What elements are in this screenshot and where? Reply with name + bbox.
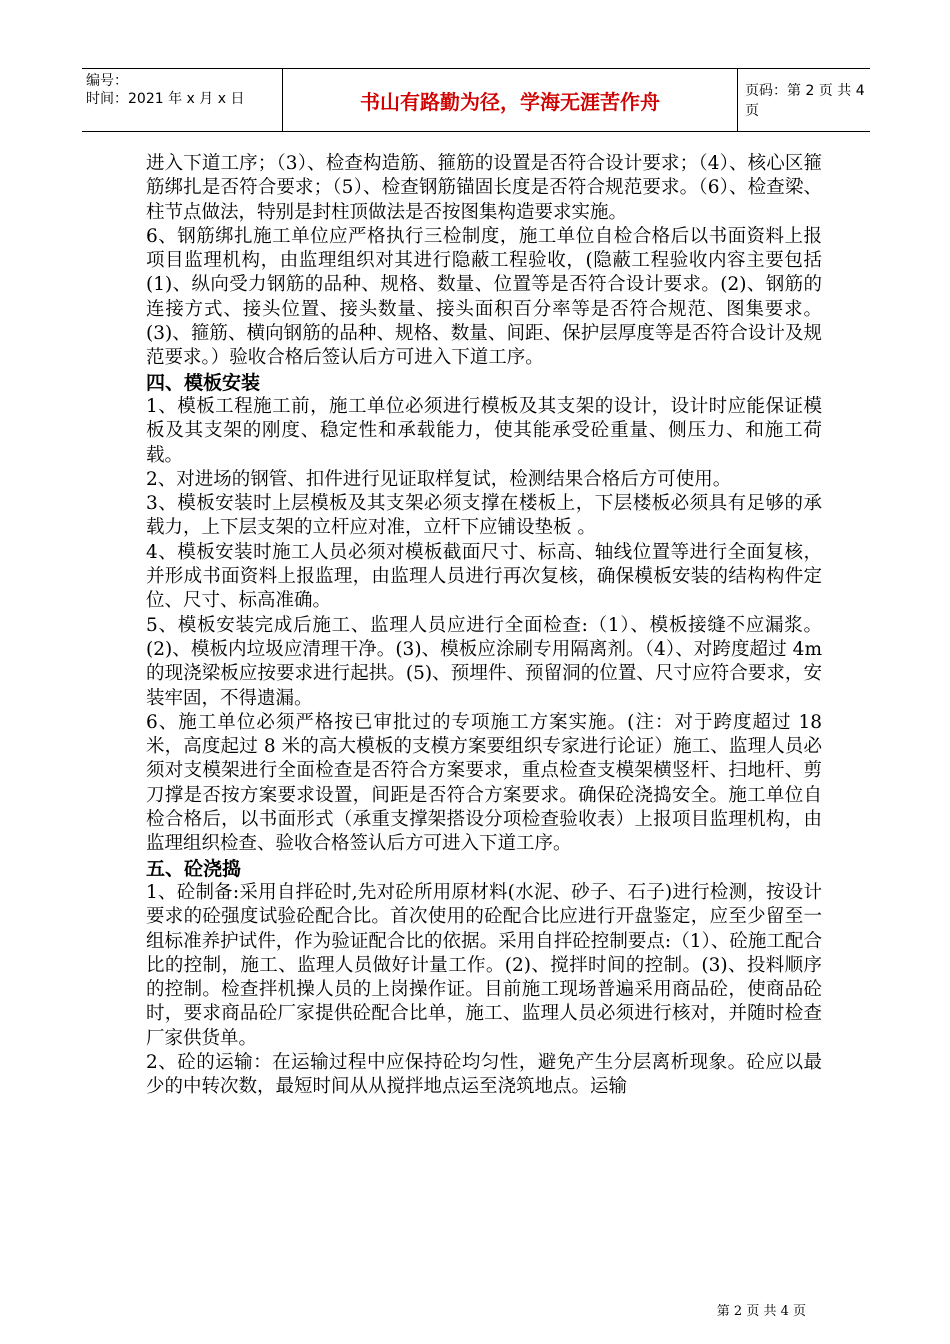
document-number-label: 编号：: [86, 73, 128, 89]
header-motto: 书山有路勤为径，学海无涯苦作舟: [282, 69, 738, 131]
paragraph: 6、施工单位必须严格按已审批过的专项施工方案实施。(注：对于跨度超过 18 米，高度起过 8 米的高大模板的支模方案要组织专家进行论证）施工、监理人员必须对支模架进行全面检查是否符合方案要求，重点检查支模架横竖杆、扫地杆、剪刀撑是否按方案要求设置，间距是否符合方案要求。确保砼浇捣安全。施工单位自检合格后，以书面形式（承重支撑架搭设分项检查验收表）上报项目监理机构，由监理组织检查、验收合格签认后方可进入下道工序。: [146, 711, 822, 855]
paragraph: 2、砼的运输：在运输过程中应保持砼均匀性，避免产生分层离析现象。砼应以最少的中转次数，最短时间从从搅拌地点运至浇筑地点。运输: [146, 1051, 822, 1098]
paragraph: 5、模板安装完成后施工、监理人员应进行全面检查:（1）、模板接缝不应漏浆。(2)、模板内垃圾应清理干净。(3)、模板应涂刷专用隔离剂。（4）、对跨度超过 4m 的现浇梁板应按要求进行起拱。(5)、预埋件、预留洞的位置、尺寸应符合要求，安装牢固，不得遗漏。: [146, 614, 822, 709]
document-body: [146, 152, 822, 1100]
section-heading: 五、砼浇捣: [146, 857, 242, 880]
paragraph: 1、砼制备:采用自拌砼时,先对砼所用原材料(水泥、砂子、石子)进行检测，按设计要求的砼强度试验砼配合比。首次使用的砼配合比应进行开盘鉴定，应至少留至一组标准养护试件，作为验证配合比的依据。采用自拌砼控制要点:（1）、砼施工配合比的控制，施工、监理人员做好计量工作。(2)、搅拌时间的控制。(3)、投料顺序的控制。检查拌机操人员的上岗操作证。目前施工现场普遍采用商品砼，使商品砼时，要求商品砼厂家提供砼配合比单，施工、监理人员必须进行核对，并随时检查厂家供货单。: [146, 881, 822, 1049]
page-header: [82, 68, 870, 132]
page-footer: 第 2 页 共 4 页: [716, 1304, 806, 1319]
header-page-number: 页码：第 2 页 共 4 页: [745, 83, 865, 119]
paragraph: 2、对进场的钢管、扣件进行见证取样复试，检测结果合格后方可使用。: [146, 468, 732, 490]
document-date-label: 时间：2021 年 x 月 x 日: [86, 91, 245, 107]
paragraph: 3、模板安装时上层模板及其支架必须支撑在楼板上，下层楼板必须具有足够的承载力，上下层支架的立杆应对准，立杆下应铺设垫板 。: [146, 493, 822, 539]
paragraph: 1、模板工程施工前，施工单位必须进行模板及其支架的设计，设计时应能保证模板及其支架的刚度、稳定性和承载能力，使其能承受砼重量、侧压力、和施工荷载。: [146, 395, 822, 466]
paragraph: 4、模板安装时施工人员必须对模板截面尺寸、标高、轴线位置等进行全面复核，并形成书面资料上报监理，由监理人员进行再次复核，确保模板安装的结构构件定位、尺寸、标高准确。: [146, 541, 822, 612]
section-heading: 四、模板安装: [146, 371, 261, 394]
paragraph: 6、钢筋绑扎施工单位应严格执行三检制度，施工单位自检合格后以书面资料上报项目监理机构，由监理组织对其进行隐蔽工程验收，(隐蔽工程验收内容主要包括(1)、纵向受力钢筋的品种、规格、数量、位置等是否符合设计要求。(2)、钢筋的连接方式、接头位置、接头数量、接头面积百分率等是否符合规范、图集要求。(3)、箍筋、横向钢筋的品种、规格、数量、间距、保护层厚度等是否符合设计及规范要求。）验收合格后签认后方可进入下道工序。: [146, 225, 822, 369]
paragraph: 进入下道工序；（3）、检查构造筋、箍筋的设置是否符合设计要求；（4）、核心区箍筋绑扎是否符合要求；（5）、检查钢筋锚固长度是否符合规范要求。（6）、检查梁、柱节点做法，特别是封柱顶做法是否按图集构造要求实施。: [146, 153, 822, 223]
header-left: [82, 69, 282, 134]
